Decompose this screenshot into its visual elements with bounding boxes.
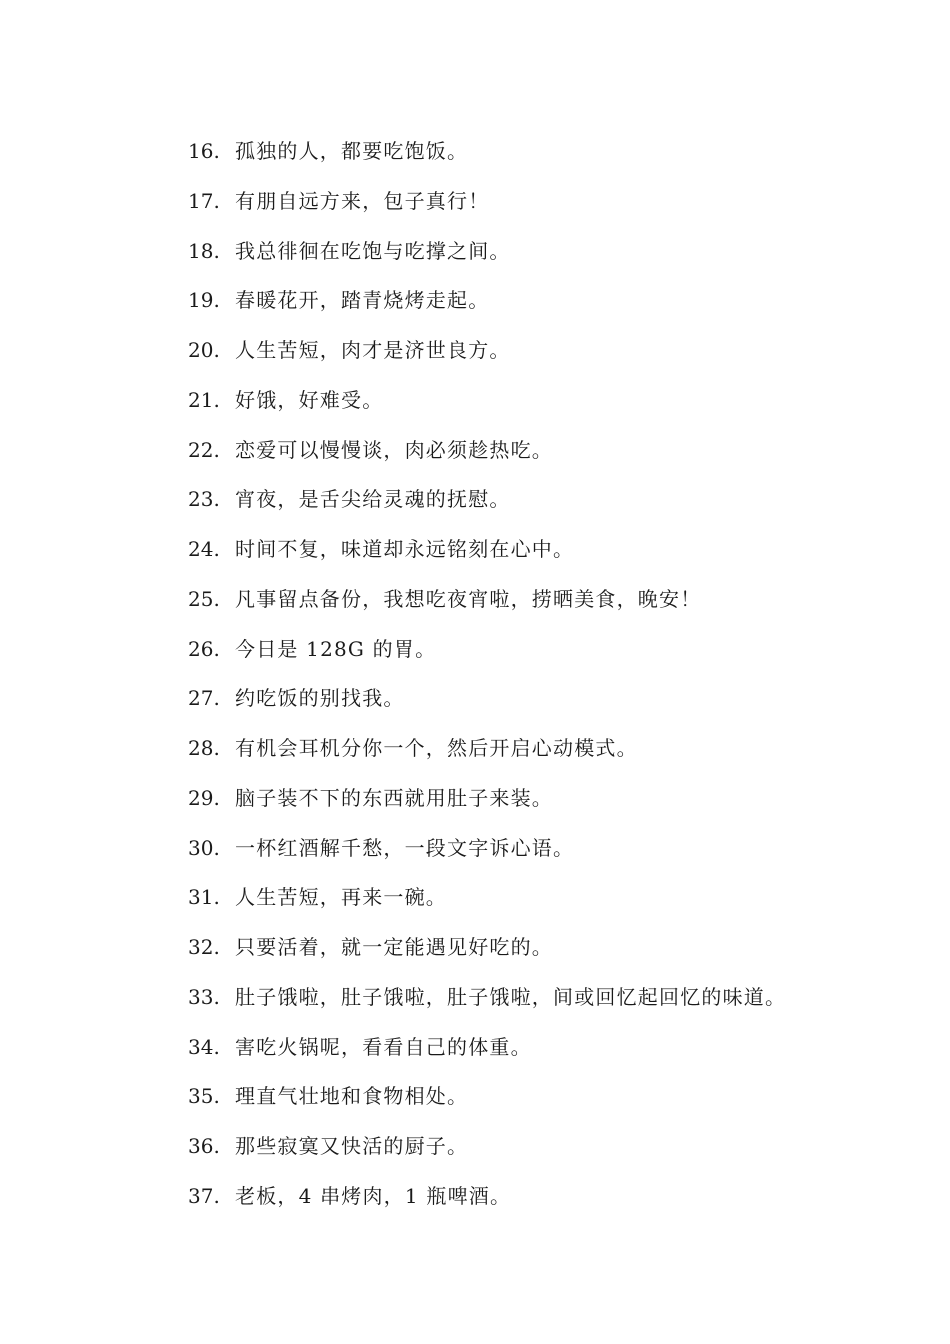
item-text: 人生苦短，再来一碗。 [235,885,447,910]
item-number: 16. [188,139,220,163]
item-number: 35. [188,1084,220,1109]
item-text: 宵夜，是舌尖给灵魂的抚慰。 [235,487,511,512]
item-text: 脑子装不下的东西就用肚子来装。 [235,785,553,810]
list-item [188,1081,908,1131]
item-number: 31. [188,885,220,910]
list-item [188,683,908,733]
item-text: 肚子饿啦，肚子饿啦，肚子饿啦，间或回忆起回忆的味道。 [235,984,787,1009]
item-text: 今日是 128G 的胃。 [235,636,437,661]
item-text: 有机会耳机分你一个，然后开启心动模式。 [235,736,638,760]
list-item [188,385,908,435]
item-number: 22. [188,437,220,462]
item-number: 25. [188,586,220,611]
list-item [188,1181,908,1231]
item-number: 19. [188,288,220,313]
item-number: 24. [188,537,220,561]
list-item [188,783,908,833]
item-number: 36. [188,1134,220,1158]
item-text: 老板，4 串烤肉，1 瓶啤酒。 [235,1183,512,1208]
list-item [188,733,908,783]
item-number: 28. [188,736,220,760]
item-text: 有朋自远方来，包子真行！ [235,188,490,213]
list-item [188,435,908,485]
list-item [188,335,908,385]
list-item [188,882,908,932]
item-text: 春暖花开，踏青烧烤走起。 [235,288,490,313]
item-text: 只要活着，就一定能遇见好吃的。 [235,935,553,959]
list-item [188,833,908,883]
list-item [188,1032,908,1082]
item-number: 20. [188,338,220,362]
item-text: 那些寂寞又快活的厨子。 [235,1134,469,1158]
item-text: 时间不复，味道却永远铭刻在心中。 [235,537,575,561]
list-item [188,932,908,982]
item-number: 18. [188,238,220,263]
item-text: 一杯红酒解千愁，一段文字诉心语。 [235,835,575,860]
list-item [188,1131,908,1181]
item-text: 害吃火锅呢，看看自己的体重。 [235,1034,532,1059]
item-number: 21. [188,387,220,412]
list-item [188,534,908,584]
list-item [188,236,908,286]
item-number: 27. [188,686,220,711]
item-number: 26. [188,636,220,661]
item-number: 17. [188,188,220,213]
item-text: 好饿，好难受。 [235,387,384,412]
item-number: 29. [188,785,220,810]
list-item [188,584,908,634]
list-item [188,982,908,1032]
list-item [188,136,908,186]
item-number: 37. [188,1183,220,1208]
item-text: 约吃饭的别找我。 [235,686,405,711]
item-number: 32. [188,935,220,959]
list-item [188,484,908,534]
list-item [188,186,908,236]
item-number: 34. [188,1034,220,1059]
item-text: 孤独的人，都要吃饱饭。 [235,139,469,163]
item-number: 23. [188,487,220,512]
item-text: 凡事留点备份，我想吃夜宵啦，捞晒美食，晚安！ [235,586,702,611]
item-text: 恋爱可以慢慢谈，肉必须趁热吃。 [235,437,553,462]
item-text: 理直气壮地和食物相处。 [235,1084,469,1109]
item-number: 30. [188,835,220,860]
item-text: 我总徘徊在吃饱与吃撑之间。 [235,238,511,263]
list-item [188,634,908,684]
numbered-list [188,136,908,1231]
list-item [188,285,908,335]
item-text: 人生苦短，肉才是济世良方。 [235,338,511,362]
item-number: 33. [188,984,220,1009]
